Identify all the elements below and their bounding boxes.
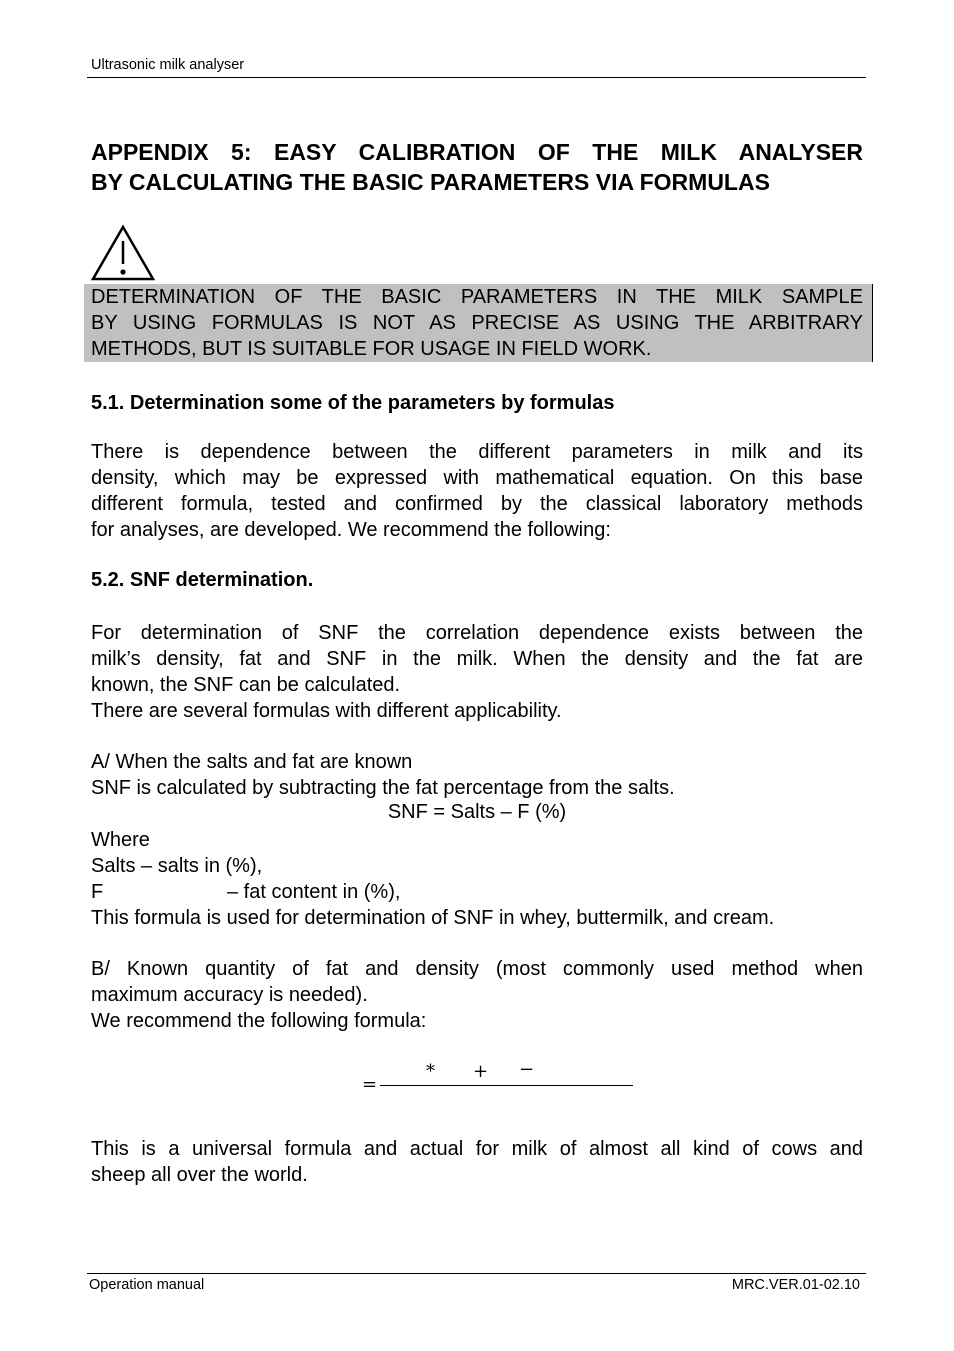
appendix-title-line1: APPENDIX 5: EASY CALIBRATION OF THE MILK ANALYSER — [91, 139, 863, 165]
method-a-paragraph — [91, 749, 863, 801]
warning-line: DETERMINATION OF THE BASIC PARAMETERS IN THE MILK SAMPLE — [91, 286, 863, 308]
header-rule — [87, 77, 866, 78]
paragraph-line: A/ When the salts and fat are known — [91, 751, 413, 773]
paragraph-line: Salts – salts in (%), — [91, 855, 263, 877]
paragraph-line: maximum accuracy is needed). — [91, 984, 368, 1006]
paragraph-line: There is dependence between the different parameters in milk and its — [91, 441, 863, 463]
paragraph-line: This is a universal formula and actual for milk of almost all kind of cows and — [91, 1138, 863, 1160]
paragraph-line: This formula is used for determination of SNF in whey, buttermilk, and cream. — [91, 907, 775, 929]
warning-line: METHODS, BUT IS SUITABLE FOR USAGE IN FIELD WORK. — [91, 338, 652, 360]
paragraph-line: SNF is calculated by subtracting the fat percentage from the salts. — [91, 777, 675, 799]
footer-manual-name: Operation manual — [89, 1277, 205, 1293]
warning-triangle-icon — [90, 224, 156, 282]
fat-definition-line — [91, 879, 863, 905]
method-b-paragraph — [91, 956, 863, 1034]
equation-multiply: * — [426, 1061, 435, 1082]
paragraph-line: milk’s density, fat and SNF in the milk. When the density and the fat are — [91, 648, 863, 670]
paragraph-line: density, which may be expressed with mathematical equation. On this base — [91, 467, 863, 489]
paragraph-line: We recommend the following formula: — [91, 1010, 427, 1032]
snf-intro-paragraph — [91, 620, 863, 724]
formula-snf-salts: SNF = Salts – F (%) — [387, 801, 567, 823]
paragraph-line: B/ Known quantity of fat and density (most commonly used method when — [91, 958, 863, 980]
warning-line: BY USING FORMULAS IS NOT AS PRECISE AS USING THE ARBITRARY — [91, 312, 863, 334]
paragraph-line: for analyses, are developed. We recommend the following: — [91, 519, 611, 541]
paragraph-line: sheep all over the world. — [91, 1164, 308, 1186]
appendix-title-line2: BY CALCULATING THE BASIC PARAMETERS VIA FORMULAS — [91, 169, 770, 195]
paragraph-line: known, the SNF can be calculated. — [91, 674, 401, 696]
paragraph-line: There are several formulas with different applicability. — [91, 700, 562, 722]
fat-symbol: F — [91, 881, 104, 903]
equation-equals: = — [362, 1074, 378, 1095]
footer-version: MRC.VER.01-02.10 — [731, 1277, 860, 1293]
paragraph-line: Where — [91, 829, 150, 851]
running-header: Ultrasonic milk analyser — [91, 57, 245, 73]
fat-definition: – fat content in (%), — [227, 881, 401, 903]
warning-text — [91, 284, 863, 362]
paragraph-line: For determination of SNF the correlation dependence exists between the — [91, 622, 863, 644]
formula-legend — [91, 827, 863, 931]
section-5-2-heading: 5.2. SNF determination. — [91, 569, 314, 591]
equation-plus: + — [473, 1061, 489, 1082]
fraction-bar — [380, 1085, 633, 1086]
equation-minus: − — [519, 1059, 535, 1080]
closing-paragraph — [91, 1136, 863, 1188]
footer-rule — [87, 1273, 866, 1274]
section-5-1-heading: 5.1. Determination some of the parameters by formulas — [91, 392, 615, 414]
paragraph-line: different formula, tested and confirmed by the classical laboratory methods — [91, 493, 863, 515]
section-5-1-paragraph — [91, 439, 863, 543]
appendix-title — [91, 137, 863, 197]
